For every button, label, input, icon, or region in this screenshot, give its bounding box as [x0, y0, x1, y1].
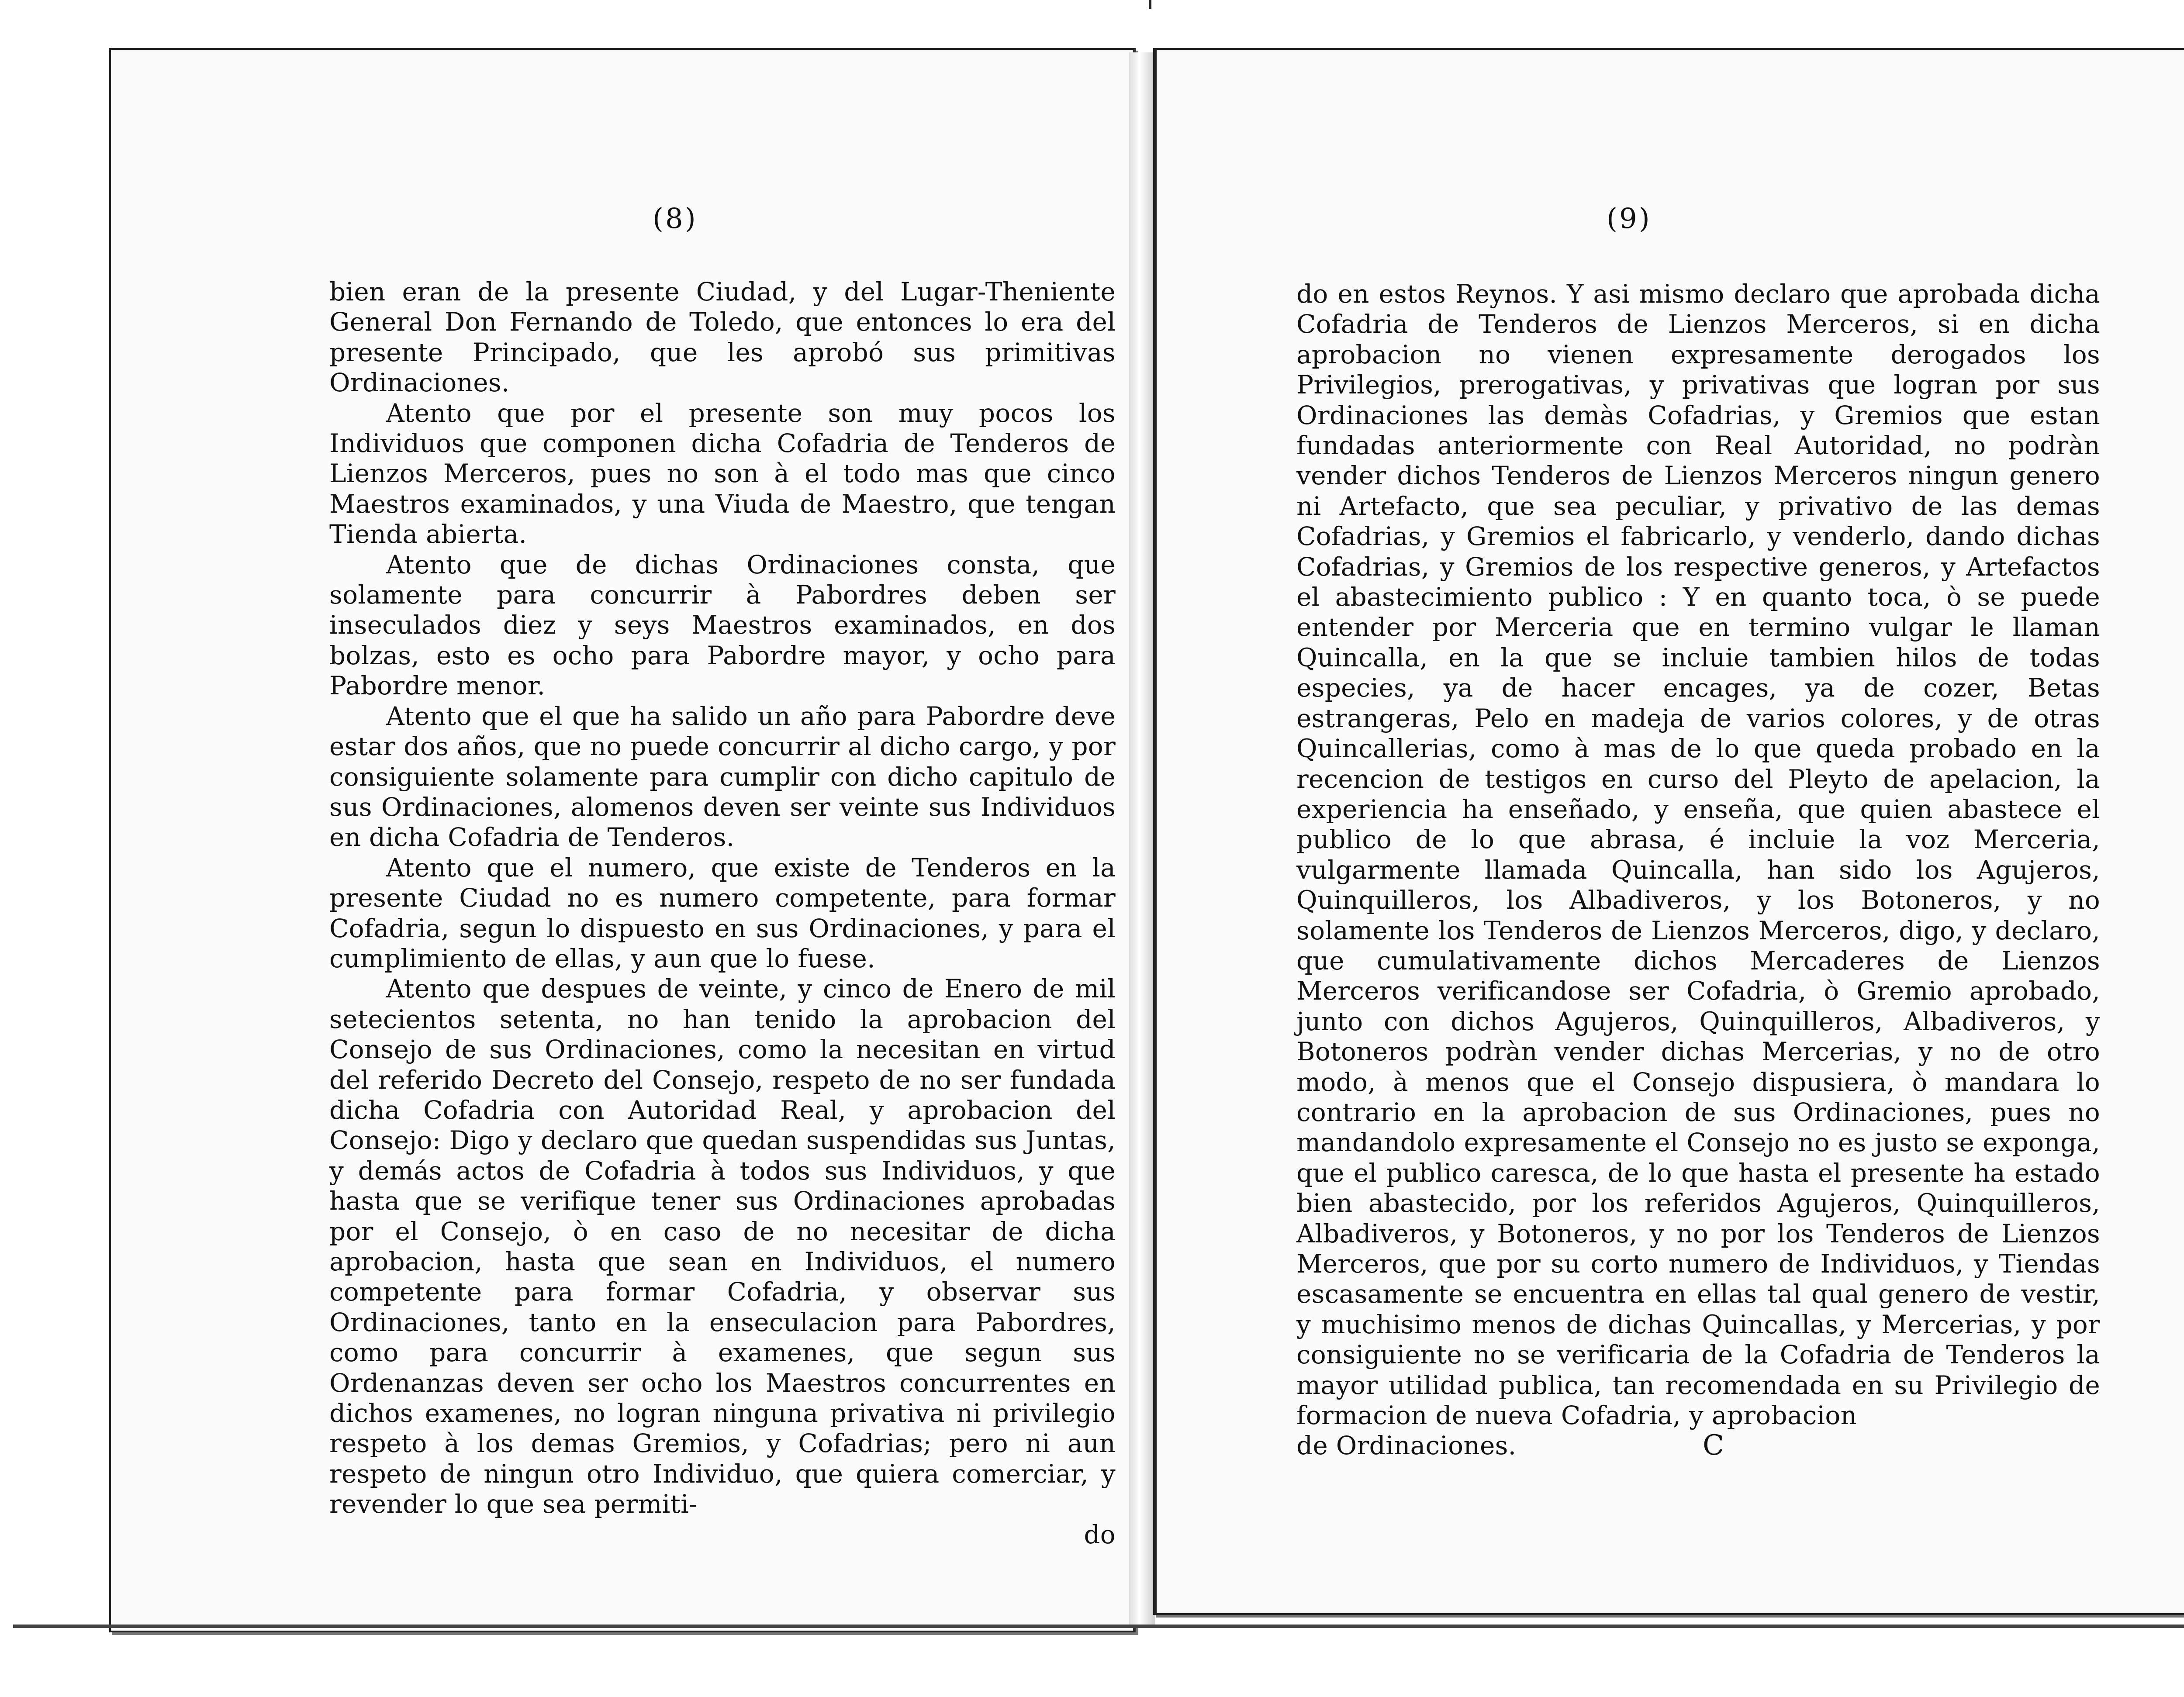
- paragraph: do en estos Reynos. Y asi mismo declaro que aprobada dicha Cofadria de Tenderos de Lienzos Merceros, si en dicha aprobacion no vienen expresamente derogados los Privilegios, prerogativas, y privativas que logran por sus Ordinaciones las demàs Cofadrias, y Gremios que estan fundadas anteriormente con Real Autoridad, no podràn vender dichos Tenderos de Lienzos Merceros ningun genero ni Artefacto, que sea peculiar, y privativo de las demas Cofadrias, y Gremios el fabricarlo, y venderlo, dando dichas Cofadrias, y Gremios de los respective generos, y Artefactos el abastecimiento publico : Y en quanto toca, ò se puede entender por Merceria que en termino vulgar le llaman Quincalla, en la que se incluie tambien hilos de todas especies, ya de hacer encages, ya de cozer, Betas estrangeras, Pelo en madeja de varios colores, y de otras Quincallerias, como à mas de lo que queda probado en la recencion de testigos en curso del Pleyto de apelacion, la experiencia ha enseñado, y enseña, que quien abastece el publico de lo que abrasa, é incluie la voz Merceria, vulgarmente llamada Quincalla, han sido los Agujeros, Quinquilleros, los Albadiveros, y los Botoneros, y no solamente los Tenderos de Lienzos Merceros, digo, y declaro, que cumulativamente dichos Mercaderes de Lienzos Merceros verificandose ser Cofadria, ò Gremio aprobado, junto con dichos Agujeros, Quinquilleros, Albadiveros, y Botoneros podràn vender dichas Mercerias, y no de otro modo, à menos que el Consejo dispusiera, ò mandara lo contrario en la aprobacion de sus Ordinaciones, pues no mandandolo expresamente el Consejo no es justo se exponga, que el publico caresca, de lo que hasta el presente ha estado bien abastecido, por los referidos Agujeros, Quinquilleros, Albadiveros, y Botoneros, y no por los Tenderos de Lienzos Merceros, que por su corto numero de Individuos, y Tiendas escasamente se encuentra en ellas tal qual genero de vestir, y muchisimo menos de dichas Quincallas, y Mercerias, y por consiguiente no se verificaria de la Cofadria de Tenderos la mayor utilidad publica, tan recomendada en su Privilegio de formacion de nueva Cofadria, y aprobacion: [1296, 279, 2100, 1431]
- paragraph: Atento que el que ha salido un año para Pabordre deve estar dos años, que no puede concurrir al dicho cargo, y por consiguiente solamente para cumplir con dicho capitulo de sus Ordinaciones, alomenos deven ser veinte sus Individuos en dicha Cofadria de Tenderos.: [329, 701, 1116, 852]
- paragraph: bien eran de la presente Ciudad, y del Lugar-Theniente General Don Fernando de Toledo, que entonces lo era del presente Principado, que les aprobó sus primitivas Ordinaciones.: [329, 277, 1116, 398]
- paragraph: Atento que el numero, que existe de Tenderos en la presente Ciudad no es numero competente, para formar Cofadria, segun lo dispuesto en sus Ordinaciones, y para el cumplimiento de ellas, y aun que lo fuese.: [329, 852, 1116, 973]
- left-page-text: [329, 277, 1116, 1550]
- page-number: (9): [1607, 203, 1652, 235]
- book-gutter: [1129, 52, 1155, 1625]
- last-line-text: de Ordinaciones.: [1296, 1431, 1517, 1461]
- paragraph: Atento que por el presente son muy pocos los Individuos que componen dicha Cofadria de Tenderos de Lienzos Merceros, pues no son à el todo mas que cinco Maestros examinados, y una Viuda de Maestro, que tengan Tienda abierta.: [329, 398, 1116, 549]
- final-line: [1296, 1431, 2100, 1461]
- paragraph: Atento que despues de veinte, y cinco de Enero de mil setecientos setenta, no han tenido la aprobacion del Consejo de sus Ordinaciones, como la necesitan en virtud del referido Decreto del Consejo, respeto de no ser fundada dicha Cofadria con Autoridad Real, y aprobacion del Consejo: Digo y declaro que quedan suspendidas sus Juntas, y demás actos de Cofadria à todos sus Individuos, y que hasta que se verifique tener sus Ordinaciones aprobadas por el Consejo, ò en caso de no necesitar de dicha aprobacion, hasta que sean en Individuos, el numero competente para formar Cofadria, y observar sus Ordinaciones, tanto en la enseculacion para Pabordres, como para concurrir à examenes, que segun sus Ordenanzas deven ser ocho los Maestros concurrentes en dichos examenes, no logran ninguna privativa ni privilegio respeto à los demas Gremios, y Cofadrias; pero ni aun respeto de ningun otro Individuo, que quiera comerciar, y revender lo que sea permiti-: [329, 974, 1116, 1519]
- page-top-mark: [1149, 0, 1151, 9]
- catchword: do: [1084, 1519, 1116, 1549]
- book-bottom-edge: [13, 1625, 2184, 1628]
- right-page-text: [1296, 279, 2100, 1461]
- signature-mark: C: [1703, 1429, 1724, 1462]
- left-page: [109, 48, 1136, 1632]
- paragraph: Atento que de dichas Ordinaciones consta, que solamente para concurrir à Pabordres deben ser inseculados diez y seys Maestros examinados, en dos bolzas, esto es ocho para Pabordre mayor, y ocho para Pabordre menor.: [329, 549, 1116, 701]
- page-number: (8): [653, 203, 698, 235]
- right-page: [1153, 48, 2184, 1615]
